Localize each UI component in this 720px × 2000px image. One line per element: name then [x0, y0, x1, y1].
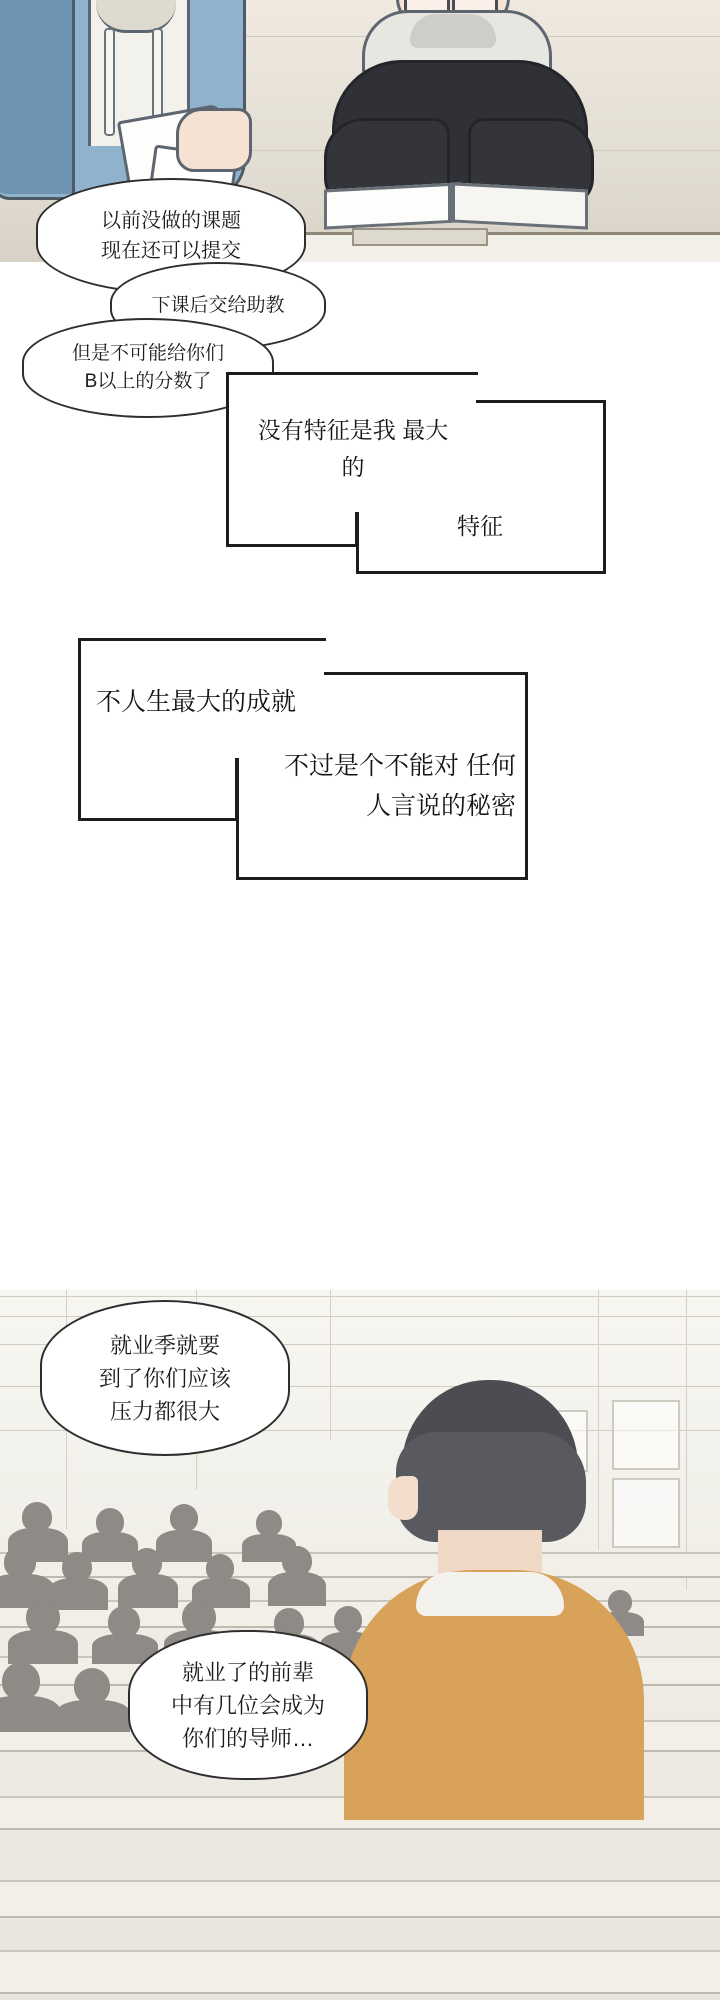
hoodie-string: [104, 28, 115, 136]
book-spine: [448, 186, 452, 222]
student-silhouette-body: [48, 1578, 108, 1610]
wall-line: [598, 1290, 599, 1550]
shirt-collar: [416, 1572, 564, 1616]
desk-surface: [272, 232, 720, 262]
bubble-line: B以上的分数了: [84, 371, 212, 392]
narration-line: 不人生最大的成就: [96, 688, 297, 716]
seat-row: [0, 1950, 720, 1994]
hoodie-shadow: [0, 0, 75, 194]
narration-line: 特征: [457, 513, 503, 539]
narration-line: 任何人言说的秘密: [365, 752, 516, 820]
narration-2: [0, 620, 720, 940]
narration-2-notch-edge: [78, 818, 238, 821]
bubble-line: 就业季就要: [109, 1332, 220, 1358]
narration-1-part-b: [476, 400, 606, 514]
narration-2-text-block-b: [260, 746, 516, 826]
student-silhouette-body: [8, 1630, 78, 1664]
bubble-line: 现在还可以提交: [101, 240, 241, 262]
student-silhouette-head: [334, 1606, 362, 1634]
student-silhouette-body: [56, 1700, 130, 1732]
narration-1-notch-edge: [226, 544, 358, 547]
student-silhouette-head: [74, 1668, 110, 1704]
speech-bubble-4: [40, 1300, 290, 1456]
ear: [388, 1476, 418, 1520]
student-silhouette-body: [156, 1530, 212, 1562]
student-silhouette-head: [26, 1600, 60, 1634]
narration-line: 不过是个不能对: [284, 752, 460, 780]
bubble-line: 就业了的前辈: [181, 1659, 314, 1685]
hand: [176, 108, 252, 172]
desk-edge: [352, 228, 488, 246]
student-silhouette-body: [82, 1532, 138, 1562]
wall-line: [330, 1290, 331, 1440]
student-silhouette-head: [608, 1590, 632, 1614]
bubble-line: 你们的导师…: [181, 1725, 314, 1751]
hair-lower: [396, 1432, 586, 1542]
bubble-line: 中有几位会成为: [170, 1692, 325, 1718]
student-silhouette-head: [256, 1510, 282, 1536]
open-book-right-page: [452, 182, 588, 229]
student-silhouette-body: [118, 1574, 178, 1608]
student-silhouette-body: [268, 1572, 326, 1606]
hood-inner: [410, 14, 496, 48]
narration-1-text-block-a: [248, 412, 458, 486]
bubble-line: 下课后交给助教: [151, 294, 285, 316]
window: [612, 1478, 680, 1548]
open-book-left-page: [324, 182, 460, 229]
student-silhouette-head: [2, 1662, 40, 1700]
bubble-line: 到了你们应该: [98, 1365, 231, 1391]
narration-1-part-d: [226, 512, 358, 546]
seat-row: [0, 1880, 720, 1918]
speech-bubble-5: [128, 1630, 368, 1780]
window: [612, 1400, 680, 1470]
narration-line: 没有特征是我: [257, 417, 396, 443]
ceiling-line: [0, 1296, 720, 1297]
narration-1: [0, 360, 720, 620]
bubble-line: 但是不可能给你们: [71, 342, 224, 364]
student-silhouette-body: [0, 1696, 60, 1732]
student-silhouette-head: [170, 1504, 198, 1532]
student-silhouette-head: [182, 1600, 216, 1634]
narration-1-text-block-b: [390, 508, 570, 545]
bubble-line: 压力都很大: [109, 1398, 220, 1424]
narration-2-part-d: [78, 758, 238, 820]
bubble-line: 以前没做的课题: [101, 210, 241, 232]
wall-line: [686, 1290, 687, 1590]
narration-line: 最大的: [341, 417, 449, 480]
narration-2-text-block-a: [96, 682, 332, 722]
